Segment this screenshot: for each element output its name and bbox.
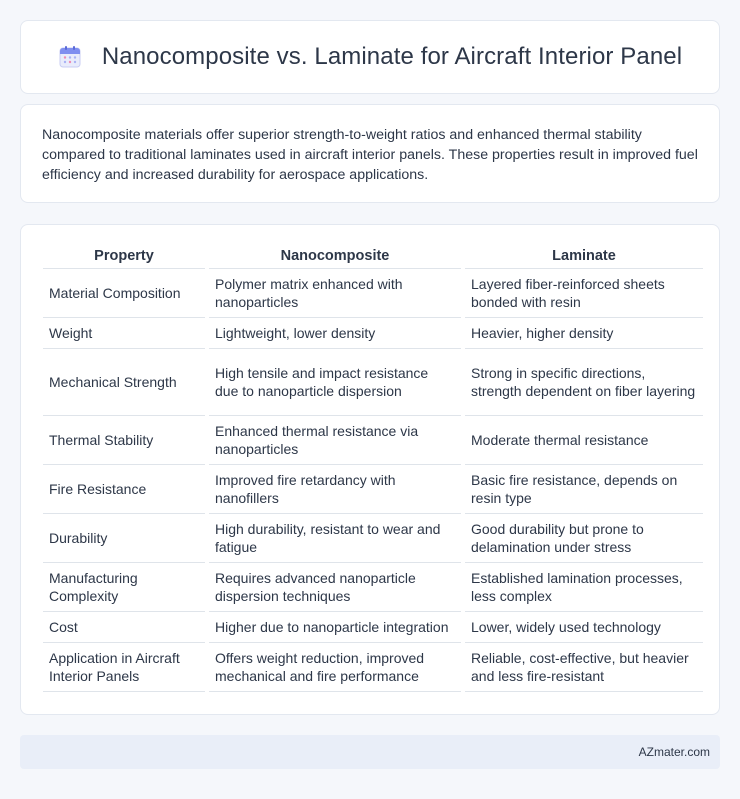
table-row <box>43 349 703 416</box>
laminate-cell: Strong in specific directions, strength dependent on fiber layering <box>465 349 703 416</box>
nanocomposite-cell: Offers weight reduction, improved mechanical and fire performance <box>209 643 461 692</box>
footer-bar <box>20 735 720 769</box>
property-cell: Cost <box>43 612 205 643</box>
table-row <box>43 643 703 692</box>
comparison-table <box>39 246 707 692</box>
laminate-cell: Heavier, higher density <box>465 318 703 349</box>
column-header-property: Property <box>43 246 205 269</box>
column-header-laminate: Laminate <box>465 246 703 269</box>
laminate-cell: Layered fiber-reinforced sheets bonded with resin <box>465 269 703 318</box>
laminate-cell: Established lamination processes, less complex <box>465 563 703 612</box>
nanocomposite-cell: Improved fire retardancy with nanofillers <box>209 465 461 514</box>
property-cell: Mechanical Strength <box>43 349 205 416</box>
laminate-cell: Basic fire resistance, depends on resin type <box>465 465 703 514</box>
intro-card <box>20 104 720 203</box>
table-row <box>43 269 703 318</box>
comparison-table-card <box>20 224 720 715</box>
property-cell: Durability <box>43 514 205 563</box>
nanocomposite-cell: Enhanced thermal resistance via nanoparticles <box>209 416 461 465</box>
table-row <box>43 514 703 563</box>
property-cell: Thermal Stability <box>43 416 205 465</box>
laminate-cell: Good durability but prone to delamination under stress <box>465 514 703 563</box>
nanocomposite-cell: High tensile and impact resistance due to nanoparticle dispersion <box>209 349 461 416</box>
page-title: Nanocomposite vs. Laminate for Aircraft Interior Panel <box>101 43 683 70</box>
nanocomposite-cell: Higher due to nanoparticle integration <box>209 612 461 643</box>
table-row <box>43 465 703 514</box>
header-card <box>20 20 720 94</box>
laminate-cell: Moderate thermal resistance <box>465 416 703 465</box>
intro-paragraph: Nanocomposite materials offer superior strength-to-weight ratios and enhanced thermal stability compared to traditional laminates used in aircraft interior panels. These properties result in improved fuel efficiency and increased durability for aerospace applications. <box>42 127 698 183</box>
property-cell: Manufacturing Complexity <box>43 563 205 612</box>
property-cell: Fire Resistance <box>43 465 205 514</box>
table-row <box>43 563 703 612</box>
laminate-cell: Lower, widely used technology <box>465 612 703 643</box>
table-row <box>43 612 703 643</box>
property-cell: Application in Aircraft Interior Panels <box>43 643 205 692</box>
property-cell: Weight <box>43 318 205 349</box>
table-row <box>43 318 703 349</box>
nanocomposite-cell: Requires advanced nanoparticle dispersion techniques <box>209 563 461 612</box>
nanocomposite-cell: High durability, resistant to wear and fatigue <box>209 514 461 563</box>
laminate-cell: Reliable, cost-effective, but heavier and less fire-resistant <box>465 643 703 692</box>
calendar-icon <box>58 45 82 69</box>
nanocomposite-cell: Polymer matrix enhanced with nanoparticles <box>209 269 461 318</box>
column-header-nanocomposite: Nanocomposite <box>209 246 461 269</box>
table-header-row <box>43 246 703 269</box>
nanocomposite-cell: Lightweight, lower density <box>209 318 461 349</box>
property-cell: Material Composition <box>43 269 205 318</box>
footer-brand: AZmater.com <box>638 745 710 759</box>
table-row <box>43 416 703 465</box>
